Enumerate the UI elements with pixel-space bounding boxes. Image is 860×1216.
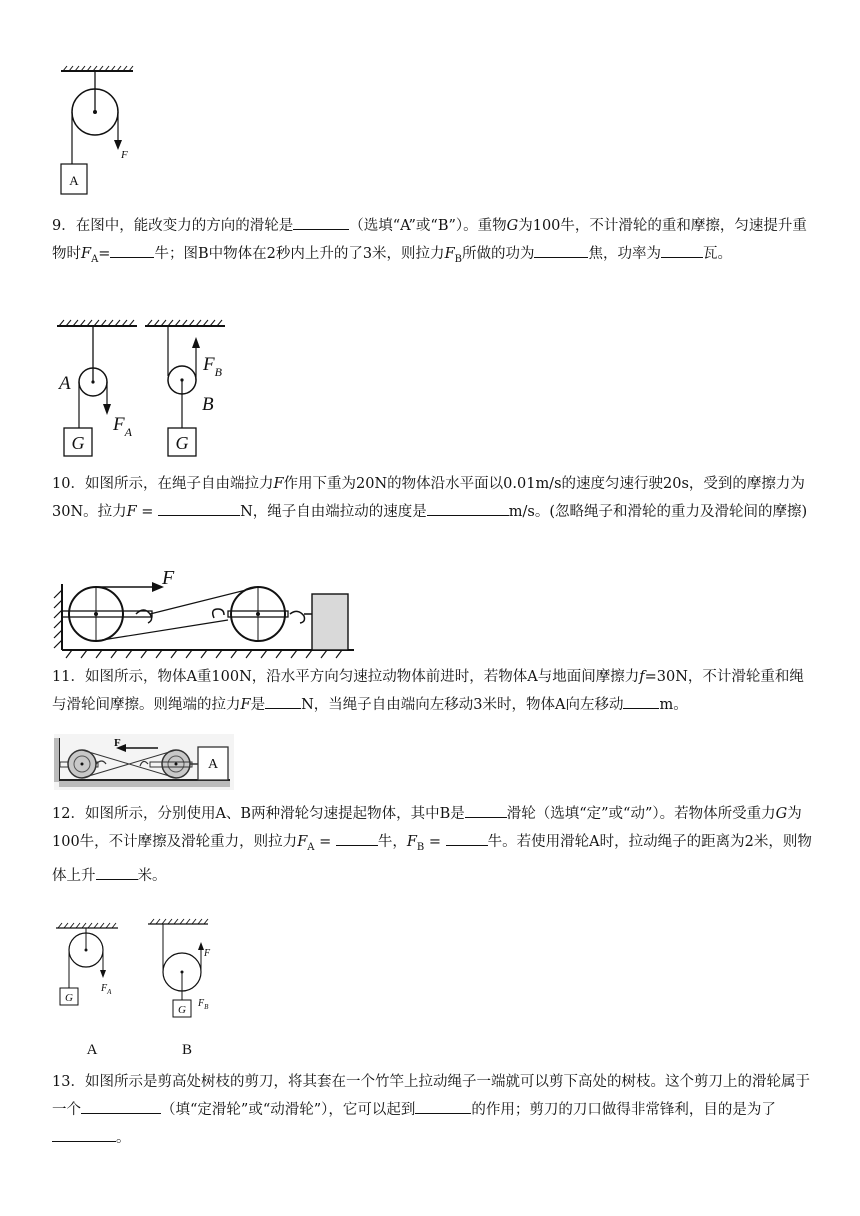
q12-g-b: G bbox=[178, 1004, 186, 1016]
q13-blank-2[interactable] bbox=[415, 1097, 471, 1114]
question-9: 9．在图中，能改变力的方向的滑轮是 （选填“A”或“B”）。重物G为100牛，不计滑轮的重和摩擦，匀速提升重物时$F_A=$ 牛；图B中物体在2秒内上升的了3米，则拉力$F_B$所做的功为 焦，功率为 瓦。 bbox=[52, 212, 812, 274]
question-10: 10．如图所示，在绳子自由端拉力F作用下重为20N的物体沿水平面以0.01m/s的速度匀速行驶20s，受到的摩擦力为30N。拉力F = N，绳子自由端拉动的速度是 m/s。(忽略绳子和滑轮的重力及滑轮间的摩擦) bbox=[52, 476, 808, 520]
q10-blank-1[interactable] bbox=[158, 499, 240, 516]
q10-blank-2[interactable] bbox=[427, 499, 509, 516]
top-box-label: A bbox=[69, 173, 79, 188]
q12-fb-top-label: F bbox=[204, 948, 211, 959]
q9-label-a: A bbox=[59, 373, 71, 394]
q11-pulley-figure bbox=[54, 734, 234, 790]
q11-blank-1[interactable] bbox=[265, 692, 301, 709]
q12-fa-label: $F_A$ bbox=[101, 983, 112, 996]
question-11: 11．如图所示，物体A重100N，沿水平方向匀速拉动物体前进时，若物体A与地面间摩擦力f=30N，不计滑轮重和绳与滑轮间摩擦。则绳端的拉力F是 N，当绳子自由端向左移动3米时，物体A向左移动 m。 bbox=[52, 669, 804, 713]
q9-g-b: G bbox=[175, 433, 189, 453]
q9-pulley-figure bbox=[55, 316, 245, 462]
q9-blank-4[interactable] bbox=[661, 241, 703, 258]
q9-fa-label: $F_A$ bbox=[113, 414, 132, 439]
q12-number: 12． bbox=[52, 806, 85, 822]
question-12: 12．如图所示，分别使用A、B两种滑轮匀速提起物体，其中B是 滑轮（选填“定”或“动”）。若物体所受重力G为100牛，不计摩擦及滑轮重力，则拉力$F_A$ = 牛，$F_B$ = 牛。若使用滑轮A时，拉动绳子的距离为2米，则物体上升 米。 bbox=[52, 800, 812, 890]
q12-blank-4[interactable] bbox=[96, 863, 138, 880]
q9-g-a: G bbox=[71, 433, 85, 453]
q9-blank-1[interactable] bbox=[293, 213, 349, 230]
q13-number: 13． bbox=[52, 1074, 85, 1090]
q9-blank-3[interactable] bbox=[534, 241, 588, 258]
q12-pulley-figure bbox=[52, 910, 252, 1060]
top-pulley-figure bbox=[55, 62, 145, 202]
q12-g-a: G bbox=[65, 992, 73, 1004]
q10-number: 10． bbox=[52, 476, 85, 492]
q12-caption-a: A bbox=[86, 1042, 98, 1058]
q10-pulley-figure bbox=[42, 566, 362, 662]
q9-number: 9． bbox=[52, 218, 76, 234]
q12-blank-2[interactable] bbox=[336, 829, 378, 846]
q13-blank-3[interactable] bbox=[52, 1125, 116, 1142]
q9-fb-label: $F_B$ bbox=[203, 354, 222, 379]
q12-fb-label: $F_B$ bbox=[198, 998, 209, 1011]
q11-box-label: A bbox=[207, 757, 219, 772]
q9-label-b: B bbox=[202, 394, 214, 415]
q13-blank-1[interactable] bbox=[81, 1097, 161, 1114]
q11-number: 11． bbox=[52, 669, 85, 685]
q12-blank-1[interactable] bbox=[465, 801, 507, 818]
q12-blank-3[interactable] bbox=[446, 829, 488, 846]
question-13: 13．如图所示是剪高处树枝的剪刀，将其套在一个竹竿上拉动绳子一端就可以剪下高处的树枝。这个剪刀上的滑轮属于一个 （填“定滑轮”或“动滑轮”），它可以起到 的作用；剪刀的刀口做得非常锋利，目的是为了。 bbox=[52, 1074, 810, 1146]
q10-force-label: F bbox=[162, 567, 175, 589]
q9-blank-2[interactable] bbox=[110, 241, 154, 258]
top-force-label: F bbox=[121, 149, 128, 161]
q11-force-label: F bbox=[114, 737, 121, 749]
q11-blank-2[interactable] bbox=[623, 692, 659, 709]
q12-caption-b: B bbox=[181, 1042, 193, 1058]
